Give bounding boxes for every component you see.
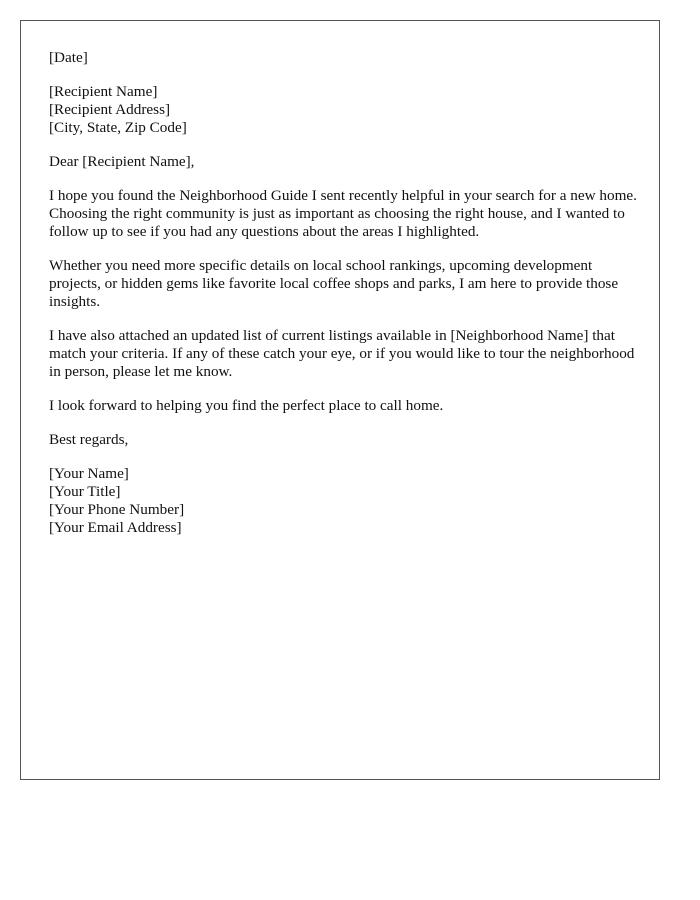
letter-date: [Date]: [49, 49, 88, 66]
signature-title: [Your Title]: [49, 483, 121, 500]
signature-name: [Your Name]: [49, 465, 129, 482]
signature-email: [Your Email Address]: [49, 519, 182, 536]
recipient-city-state-zip: [City, State, Zip Code]: [49, 119, 187, 136]
paragraph-intro: I hope you found the Neighborhood Guide I sent recently helpful in your search for a new home. Choosing the right community is just as important as choosing the right house, and I wanted to follow up to see if you had any questions about the areas I highlighted.: [49, 187, 637, 240]
letter-page: [20, 20, 660, 780]
paragraph-closing-line: I look forward to helping you find the perfect place to call home.: [49, 397, 444, 414]
letter-body: [49, 49, 639, 537]
signature-phone: [Your Phone Number]: [49, 501, 185, 518]
signature-block: [49, 465, 639, 537]
salutation: Dear [Recipient Name],: [49, 153, 195, 170]
recipient-name: [Recipient Name]: [49, 83, 158, 100]
paragraph-listings: I have also attached an updated list of current listings available in [Neighborhood Name] that match your criteria. If any of these catch your eye, or if you would like to tour the neighborhood in person, please let me know.: [49, 327, 635, 380]
recipient-address: [Recipient Address]: [49, 101, 171, 118]
paragraph-details: Whether you need more specific details on local school rankings, upcoming development projects, or hidden gems like favorite local coffee shops and parks, I am here to provide those insights.: [49, 257, 619, 310]
recipient-block: [49, 83, 639, 137]
closing: Best regards,: [49, 431, 129, 448]
